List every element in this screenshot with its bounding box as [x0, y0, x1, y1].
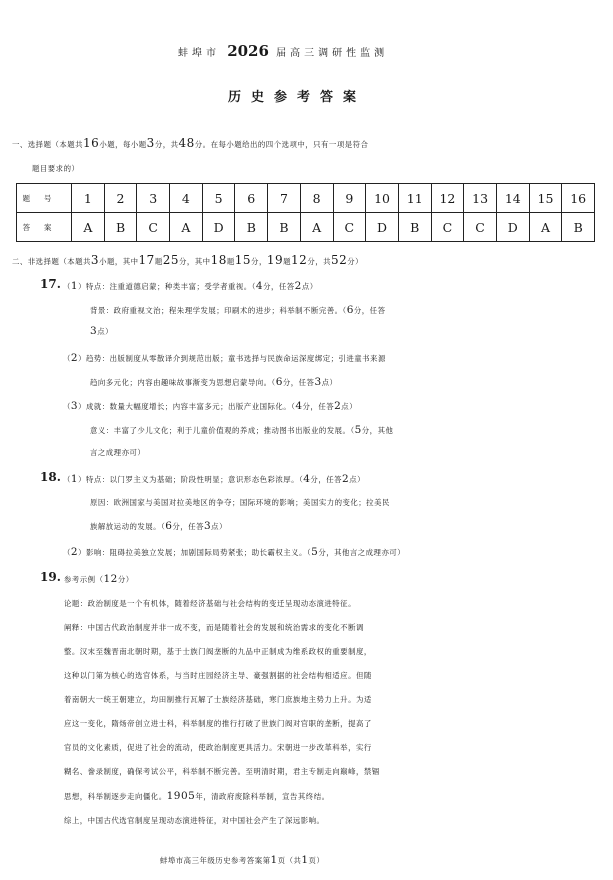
- q17-p1-mid: 分，任答: [263, 282, 295, 291]
- part1-text-4: 分。在每小题给出的四个选项中，只有一项是符合: [194, 140, 369, 149]
- q17-part3-significance: [90, 424, 393, 436]
- answer-table-answer-row: [17, 213, 595, 242]
- question-17-number: 17.: [40, 277, 61, 291]
- part2-text: 分，: [251, 257, 267, 266]
- q18-p1b-any: 3: [203, 520, 212, 532]
- question-number-cell: 5: [202, 184, 235, 213]
- q17-p2-text1: ）趋势：出版制度从零散译介到规范出版；童书选择与民族命运深度绑定；引进童书来源: [78, 354, 386, 363]
- q17-part2-trend: [63, 352, 386, 364]
- q18-p2-text: ）影响：阻碍拉美独立发展；加剧国际局势紧张；助长霸权主义。（: [78, 548, 312, 557]
- q17-p2-index: 2: [70, 352, 79, 364]
- question-18-number: 18.: [40, 470, 61, 484]
- footer-total-pages: 1: [301, 854, 309, 866]
- question-number-cell: 11: [398, 184, 431, 213]
- q18-p1-text: ）特点：以门罗主义为基础；阶段性明显；意识形态色彩浓厚。（: [78, 475, 304, 484]
- answer-cell: A: [529, 213, 562, 242]
- q17-p3b-text2: 分，其他: [361, 426, 394, 435]
- answer-cell: B: [235, 213, 268, 242]
- q18-part2-impact: [63, 546, 405, 558]
- answer-row-label: 答案: [17, 213, 72, 242]
- part2-text: 小题，其中: [99, 257, 139, 266]
- q17-p2-mid: 分，任答: [282, 378, 315, 387]
- q17-p3-any: 2: [334, 400, 342, 412]
- answer-cell: C: [464, 213, 497, 242]
- page-subtitle: 历史参考答案: [228, 90, 367, 105]
- exam-year: 2026: [227, 42, 269, 60]
- q19-abolition-year: 1905: [166, 790, 196, 802]
- q17-p1-end: 点）: [301, 282, 318, 291]
- question-number-cell: 1: [72, 184, 105, 213]
- q18-part1-reasons-line2: [90, 520, 227, 532]
- part2-num: 25: [162, 253, 179, 267]
- q17-part2-trend-line2: [90, 376, 337, 388]
- q18-p1-index: 1: [70, 473, 79, 485]
- q17-p1-points: 4: [255, 280, 264, 292]
- q18-p1b-text2: 族解放运动的发展。（: [90, 522, 166, 531]
- part1-text-2: 小题，每小题: [99, 140, 147, 149]
- q17-p1-text: ）特点：注重道德启蒙；种类丰富；受学者重视。（: [78, 282, 256, 291]
- part1-num-questions: 16: [83, 136, 100, 150]
- question-number-cell: 13: [464, 184, 497, 213]
- q19-reference-label: [64, 573, 134, 585]
- question-number-cell: 8: [300, 184, 333, 213]
- q17-p2-points: 6: [275, 376, 283, 388]
- q17-p3-points: 4: [295, 400, 303, 412]
- answer-cell: C: [431, 213, 464, 242]
- question-number-cell: 2: [104, 184, 137, 213]
- answer-cell: C: [137, 213, 170, 242]
- footer-text-3: 页）: [308, 856, 325, 865]
- part2-num: 3: [90, 253, 100, 267]
- exam-title-suffix: 届高三调研性监测: [276, 48, 389, 59]
- q19-line-with-year: [64, 790, 329, 802]
- part2-text: 题: [283, 257, 292, 266]
- q18-part1-features: [63, 473, 365, 485]
- answer-table-question-row: [17, 184, 595, 213]
- q19-points: 12: [103, 573, 118, 585]
- q18-p1-mid: 分，任答: [310, 475, 342, 484]
- answer-cell: B: [398, 213, 431, 242]
- q18-p2-points: 5: [311, 546, 319, 558]
- part2-num: 12: [291, 253, 308, 267]
- part2-num: 18: [210, 253, 227, 267]
- part2-num: 19: [266, 253, 284, 267]
- q18-part1-reasons: 原因：欧洲国家与美国对拉美地区的争夺；国际环境的影响；美国实力的变化；拉美民: [90, 498, 390, 507]
- question-number-cell: 4: [170, 184, 203, 213]
- q19-label: 参考示例（: [64, 575, 104, 584]
- part1-text-3: 分，共: [154, 140, 179, 149]
- q19-line: 这种以门第为核心的选官体系，与当时庄园经济主导、豪强割据的社会结构相适应。但随: [64, 671, 372, 680]
- q19-line: 阐释：中国古代政治制度并非一成不变，而是随着社会的发展和统治需求的变化不断调: [64, 623, 364, 632]
- question-number-cell: 6: [235, 184, 268, 213]
- answer-cell: D: [496, 213, 529, 242]
- footer-text-1: 蚌埠市高三年级历史参考答案第: [160, 856, 271, 865]
- question-number-cell: 9: [333, 184, 366, 213]
- q17-p1b-mid: 分，任答: [353, 306, 386, 315]
- q17-p1b-text: 背景：政府重视文治；程朱理学发展；印刷术的进步；科举制不断完善。（: [90, 306, 347, 315]
- part2-num: 52: [331, 253, 348, 267]
- answer-table: [16, 183, 595, 242]
- answer-cell: C: [333, 213, 366, 242]
- q17-p2-end: 点）: [321, 378, 338, 387]
- part1-instructions-line2: 题目要求的）: [32, 164, 80, 173]
- part2-text: 分）: [347, 257, 364, 266]
- answer-cell: B: [562, 213, 595, 242]
- part2-instructions: [12, 253, 363, 267]
- footer-page-number: 1: [270, 854, 278, 866]
- q17-p3-index: 3: [70, 400, 79, 412]
- question-number-cell: 15: [529, 184, 562, 213]
- q19-line-9: 思想，科举制逐步走向僵化。: [64, 792, 167, 801]
- q18-p1b-end: 点）: [211, 522, 227, 531]
- question-number-cell: 7: [268, 184, 301, 213]
- q17-part3-significance-line2: 言之成理亦可）: [90, 448, 146, 457]
- q19-line: 应这一变化，隋炀帝创立进士科，科举制度的推行打破了世族门阀对官职的垄断，提高了: [64, 719, 372, 728]
- q17-part1-background-line2: [90, 325, 113, 337]
- q19-line: 论题：政治制度是一个有机体，随着经济基础与社会结构的变迁呈现动态演进特征。: [64, 599, 356, 608]
- q19-line: 糊名、誊录制度，确保考试公平，科举制不断完善。至明清时期，君主专制走向巅峰，禁锢: [64, 767, 380, 776]
- q18-p1-points: 4: [303, 473, 311, 485]
- q17-p3-text: ）成就：数量大幅度增长；内容丰富多元；出版产业国际化。（: [78, 402, 296, 411]
- q17-p1b-any: 3: [90, 325, 98, 337]
- q17-part1-background: [90, 304, 385, 316]
- q18-p1-any: 2: [342, 473, 350, 485]
- q19-line: 整。汉末至魏晋南北朝时期，基于士族门阀垄断的九品中正制成为维系政权的重要制度，: [64, 647, 372, 656]
- q19-line-10-rest: 年，清政府废除科举制，宣告其终结。: [195, 792, 330, 801]
- q17-p3-mid: 分，任答: [302, 402, 335, 411]
- q17-p3-end: 点）: [341, 402, 358, 411]
- footer-text-2: 页（共: [277, 856, 302, 865]
- q18-p1b-mid: 分，任答: [172, 522, 204, 531]
- q19-line: 着南朝大一统王朝建立，均田制推行瓦解了士族经济基础，寒门庶族地主势力上升。为适: [64, 695, 372, 704]
- q17-p1-any: 2: [294, 280, 302, 292]
- part1-points-each: 3: [146, 136, 155, 150]
- page-footer: [160, 854, 324, 866]
- q18-p2-index: 2: [70, 546, 79, 558]
- q19-conclusion: 综上，中国古代选官制度呈现动态演进特征，对中国社会产生了深远影响。: [64, 816, 325, 825]
- q17-p1b-points: 6: [346, 304, 354, 316]
- answer-cell: D: [366, 213, 399, 242]
- q17-p1b-end: 点）: [97, 327, 113, 336]
- part2-text: 分，其中: [179, 257, 211, 266]
- q17-part1-features: [63, 280, 318, 292]
- q17-p1-lead: （: [63, 282, 71, 291]
- answer-cell: A: [170, 213, 203, 242]
- part2-num: 15: [234, 253, 252, 267]
- question-number-cell: 12: [431, 184, 464, 213]
- part2-num: 17: [138, 253, 155, 267]
- answer-cell: D: [202, 213, 235, 242]
- q17-p2-any: 3: [314, 376, 322, 388]
- question-row-label: 题号: [17, 184, 72, 213]
- part1-instructions: [12, 136, 368, 150]
- question-number-cell: 14: [496, 184, 529, 213]
- question-number-cell: 10: [366, 184, 399, 213]
- part2-text: 分，共: [307, 257, 331, 266]
- question-19-number: 19.: [40, 570, 61, 584]
- q19-label-end: 分）: [117, 575, 134, 584]
- q17-p3b-points: 5: [354, 424, 362, 436]
- q17-p2-lead: （: [63, 354, 71, 363]
- answer-cell: B: [104, 213, 137, 242]
- q17-p3b-text1: 意义：丰富了少儿文化；利于儿童价值观的养成；推动图书出版业的发展。（: [90, 426, 355, 435]
- q17-p2-text2: 趋向多元化；内容由趣味故事渐变为思想启蒙导向。（: [90, 378, 276, 387]
- q18-p2-lead: （: [63, 548, 71, 557]
- q17-part3-achievements: [63, 400, 357, 412]
- answer-cell: A: [300, 213, 333, 242]
- q18-p2-end: 分，其他言之成理亦可）: [318, 548, 406, 557]
- q19-line: 官员的文化素质，促进了社会的流动，使政治制度更具活力。宋朝进一步改革科举，实行: [64, 743, 372, 752]
- part2-text: 题: [226, 257, 235, 266]
- exam-title-prefix: 蚌埠市: [178, 48, 220, 59]
- part2-text: 题: [154, 257, 163, 266]
- part1-text-1: 一、选择题（本题共: [12, 140, 84, 149]
- part2-text: 二、非选择题（本题共: [12, 257, 91, 266]
- exam-title: [178, 42, 388, 60]
- answer-cell: A: [72, 213, 105, 242]
- q18-p1-end: 点）: [349, 475, 365, 484]
- q18-p1-lead: （: [63, 475, 71, 484]
- part1-total-points: 48: [178, 136, 195, 150]
- question-number-cell: 3: [137, 184, 170, 213]
- answer-cell: B: [268, 213, 301, 242]
- q17-p1-index: 1: [70, 280, 79, 292]
- q18-p1b-points: 6: [165, 520, 173, 532]
- question-number-cell: 16: [562, 184, 595, 213]
- q17-p3-lead: （: [63, 402, 71, 411]
